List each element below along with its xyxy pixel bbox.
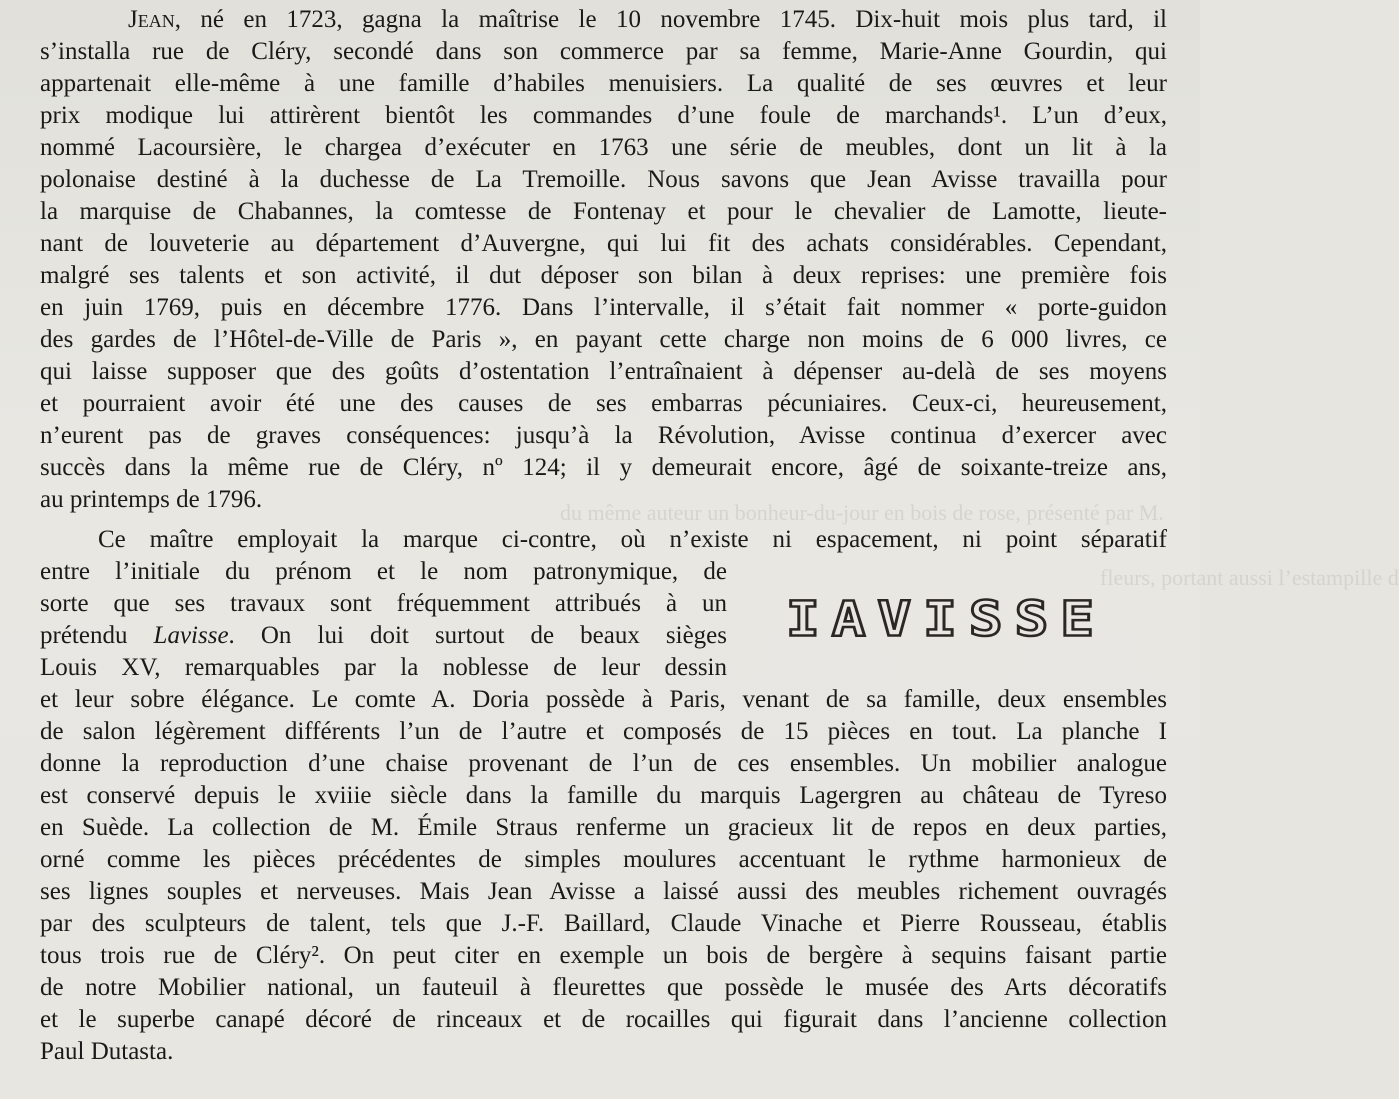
avisse-stamp-mark: IAVISSE <box>786 591 1107 648</box>
text-line: orné comme les pièces précédentes de simples moulures accentuant le rythme harmonieux de <box>40 846 1167 873</box>
text-line: la marquise de Chabannes, la comtesse de Fontenay et pour le chevalier de Lamotte, lieute- <box>40 198 1167 225</box>
text-line: succès dans la même rue de Cléry, nº 124; il y demeurait encore, âgé de soixante-treize ans, <box>40 454 1167 481</box>
text-line: s’installa rue de Cléry, secondé dans son commerce par sa femme, Marie-Anne Gourdin, qui <box>40 38 1167 65</box>
text-line: et leur sobre élégance. Le comte A. Doria possède à Paris, venant de sa famille, deux ensembles <box>40 686 1167 713</box>
text-line: Jean, né en 1723, gagna la maîtrise le 10 novembre 1745. Dix-huit mois plus tard, il <box>128 6 1167 33</box>
text-line: prétendu Lavisse. On lui doit surtout de beaux sièges <box>40 622 727 649</box>
text-line: polonaise destiné à la duchesse de La Tremoille. Nous savons que Jean Avisse travailla pour <box>40 166 1167 193</box>
text-line: malgré ses talents et son activité, il dut déposer son bilan à deux reprises: une première fois <box>40 262 1167 289</box>
text-line: nommé Lacoursière, le chargea d’exécuter en 1763 une série de meubles, dont un lit à la <box>40 134 1167 161</box>
text-line: n’eurent pas de graves conséquences: jusqu’à la Révolution, Avisse continua d’exercer avec <box>40 422 1167 449</box>
text-line: nant de louveterie au département d’Auvergne, qui lui fit des achats considérables. Cependant, <box>40 230 1167 257</box>
text-line: Ce maître employait la marque ci-contre, où n’existe ni espacement, ni point séparatif <box>98 526 1167 553</box>
text-line: au printemps de 1796. <box>40 486 263 513</box>
text-line: des gardes de l’Hôtel-de-Ville de Paris », en payant cette charge non moins de 6 000 livres, ce <box>40 326 1167 353</box>
show-through-text: du même auteur un bonheur-du-jour en bois de rose, présenté par M. <box>560 500 1164 525</box>
text-line: tous trois rue de Cléry². On peut citer en exemple un bois de bergère à sequins faisant partie <box>40 942 1167 969</box>
text-line: de salon légèrement différents l’un de l’autre et composés de 15 pièces en tout. La planche I <box>40 718 1167 745</box>
text-line: Louis XV, remarquables par la noblesse de leur dessin <box>40 654 727 681</box>
text-line: et pourraient avoir été une des causes de ses embarras pécuniaires. Ceux-ci, heureusement, <box>40 390 1167 417</box>
text-line: entre l’initiale du prénom et le nom patronymique, de <box>40 558 727 585</box>
text-line: sorte que ses travaux sont fréquemment attribués à un <box>40 590 727 617</box>
text-line: en Suède. La collection de M. Émile Straus renferme un gracieux lit de repos en deux parties, <box>40 814 1167 841</box>
show-through-text: fleurs, portant aussi l’estampille d <box>1100 565 1399 590</box>
text-line: qui laisse supposer que des goûts d’ostentation l’entraînaient à dépenser au-delà de ses moyens <box>40 358 1167 385</box>
text-line: prix modique lui attirèrent bientôt les commandes d’une foule de marchands¹. L’un d’eux, <box>40 102 1167 129</box>
text-line: et le superbe canapé décoré de rinceaux et de rocailles qui figurait dans l’ancienne collection <box>40 1006 1167 1033</box>
text-line: Paul Dutasta. <box>40 1038 174 1065</box>
text-line: est conservé depuis le xviiie siècle dans la famille du marquis Lagergren au château de Tyreso <box>40 782 1167 809</box>
text-line: ses lignes souples et nerveuses. Mais Jean Avisse a laissé aussi des meubles richement ouvragés <box>40 878 1167 905</box>
text-line: appartenait elle-même à une famille d’habiles menuisiers. La qualité de ses œuvres et leur <box>40 70 1167 97</box>
text-line: par des sculpteurs de talent, tels que J.-F. Baillard, Claude Vinache et Pierre Rousseau, établis <box>40 910 1167 937</box>
text-line: donne la reproduction d’une chaise provenant de l’un de ces ensembles. Un mobilier analogue <box>40 750 1167 777</box>
text-line: de notre Mobilier national, un fauteuil à fleurettes que possède le musée des Arts décoratifs <box>40 974 1167 1001</box>
text-line: en juin 1769, puis en décembre 1776. Dans l’intervalle, il s’était fait nommer « porte-guidon <box>40 294 1167 321</box>
